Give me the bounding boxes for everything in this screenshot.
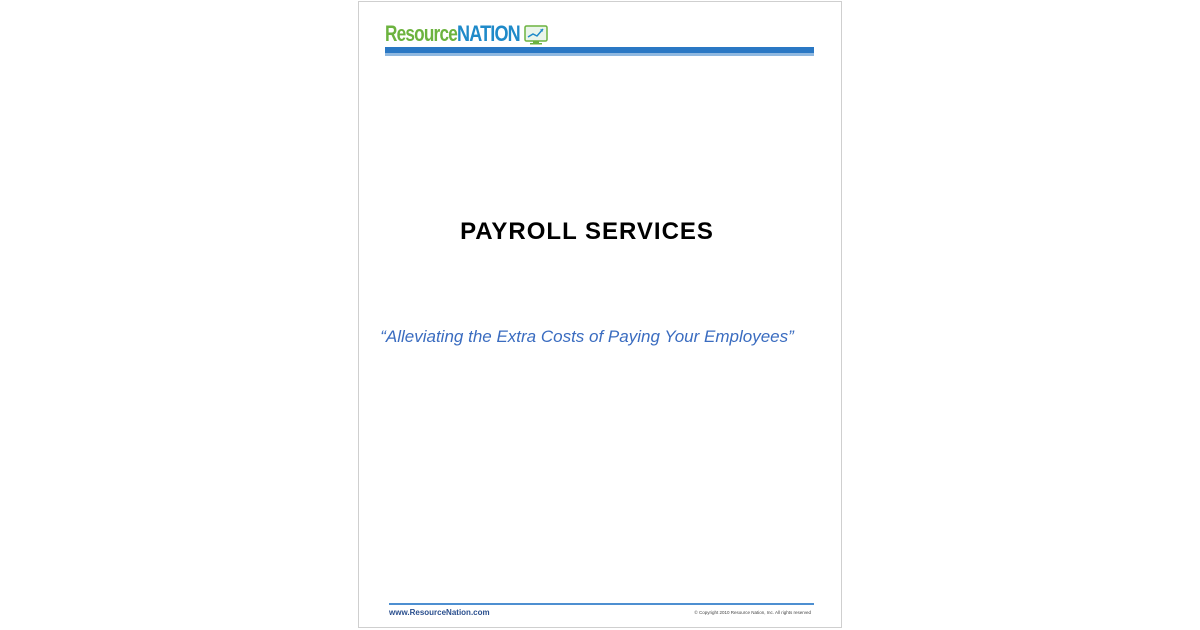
document-page: [358, 1, 842, 628]
footer-website-link[interactable]: www.ResourceNation.com: [389, 608, 490, 617]
footer-divider: [389, 603, 814, 605]
document-title: PAYROLL SERVICES: [460, 218, 714, 245]
chart-monitor-icon: [524, 25, 548, 45]
header-divider-shadow: [385, 53, 814, 56]
footer-copyright: © Copyright 2010 Resource Nation, Inc. All rights reserved: [694, 610, 811, 615]
document-tagline: “Alleviating the Extra Costs of Paying Your Employees”: [380, 327, 794, 346]
logo-text-resource: Resource: [385, 21, 457, 46]
resource-nation-logo: [385, 20, 548, 46]
logo-text-nation: NATION: [457, 21, 520, 46]
